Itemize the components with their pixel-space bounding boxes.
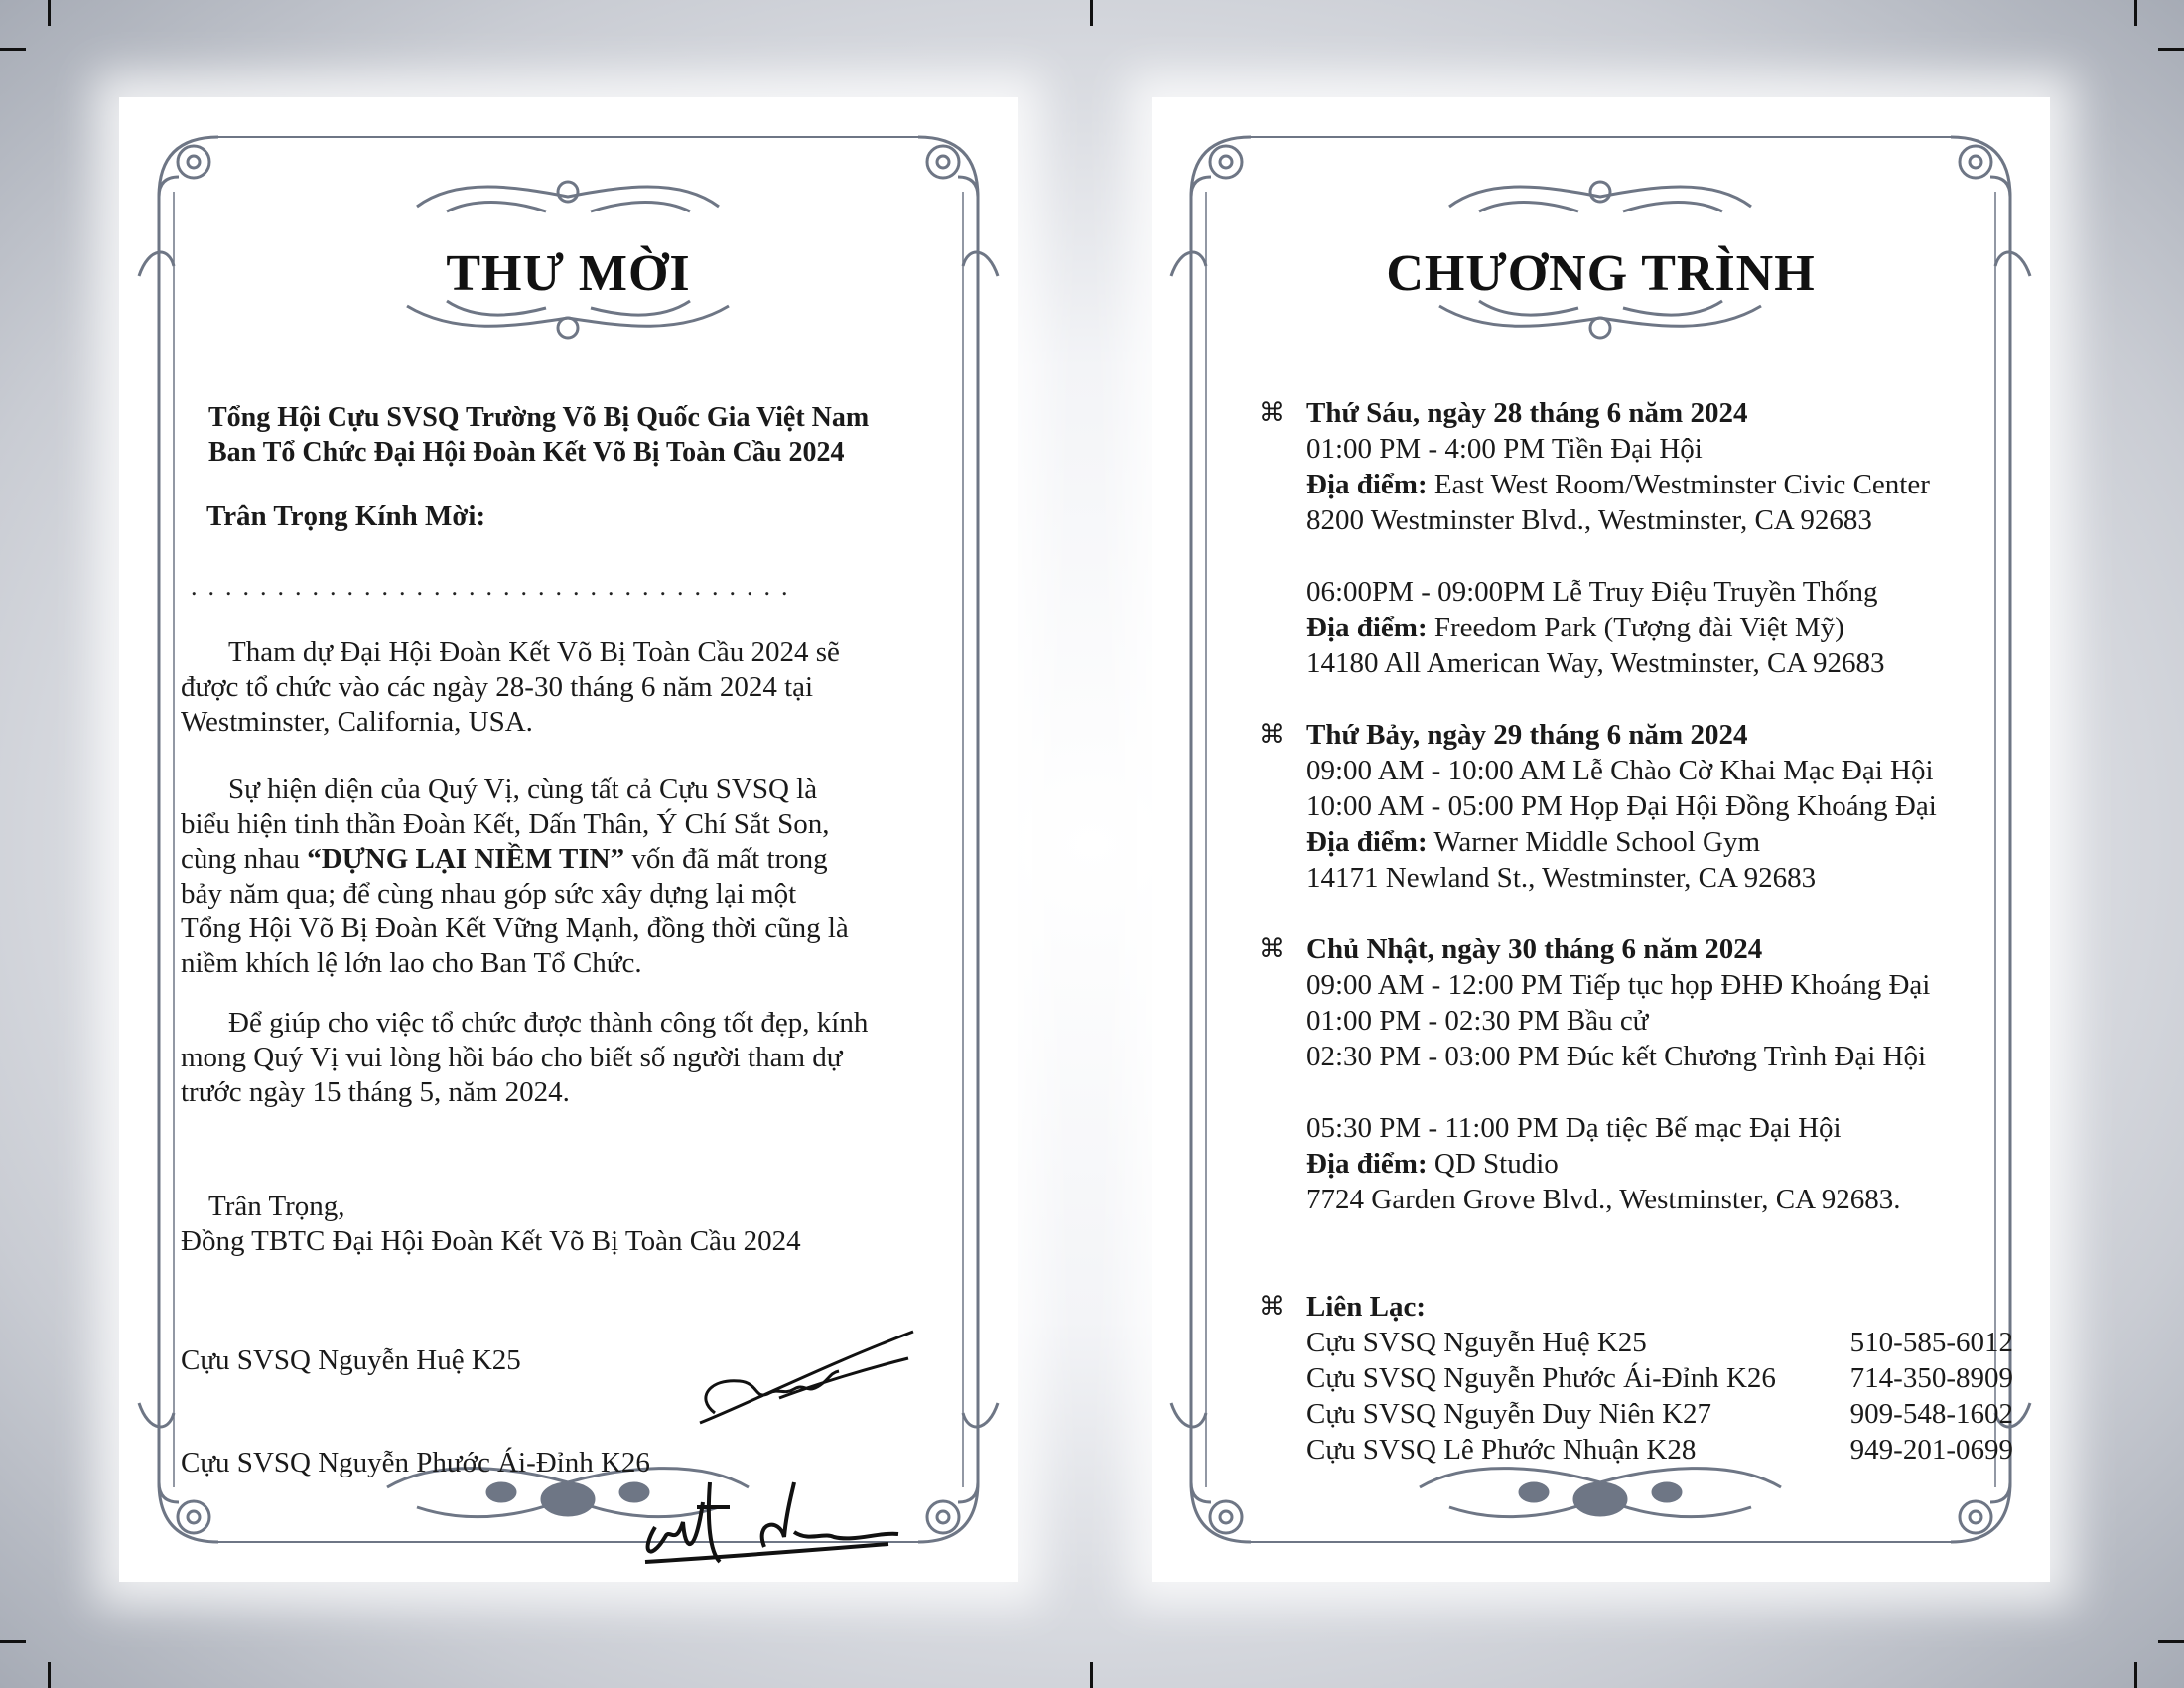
crop-mark [1090,1662,1093,1688]
page-title: THƯ MỜI [446,245,691,302]
page-title: CHƯƠNG TRÌNH [1386,245,1816,302]
event-time: 09:00 AM - 10:00 AM Lễ Chào Cờ Khai Mạc Đại Hội [1306,755,1934,786]
day-title: Thứ Bảy, ngày 29 tháng 6 năm 2024 [1306,719,1748,751]
event-time: 01:00 PM - 4:00 PM Tiền Đại Hội [1306,433,1703,465]
crop-mark [0,48,26,51]
program-panel [1152,97,2050,1582]
event-time: 09:00 AM - 12:00 PM Tiếp tục họp ĐHĐ Khoáng Đại [1306,969,1931,1001]
event-address: 14171 Newland St., Westminster, CA 92683 [1306,862,1817,894]
event-time: 02:30 PM - 03:00 PM Đúc kết Chương Trình Đại Hội [1306,1041,1926,1072]
org-line: Ban Tổ Chức Đại Hội Đoàn Kết Võ Bị Toàn Cầu 2024 [208,437,845,468]
slogan: “DỰNG LẠI NIỀM TIN” [307,843,625,875]
crop-mark [48,1662,51,1688]
phone-number: 510-585-6012 [1849,1327,2013,1358]
event-location: Địa điểm: East West Room/Westminster Civic Center [1306,469,1930,500]
event-location: Địa điểm: QD Studio [1306,1148,1559,1180]
crop-mark [2158,48,2184,51]
command-icon: ⌘ [1259,398,1285,428]
day-title: Chủ Nhật, ngày 30 tháng 6 năm 2024 [1306,933,1763,965]
signature-2 [635,1463,903,1572]
event-time: 01:00 PM - 02:30 PM Bầu cử [1306,1005,1649,1037]
crop-mark [2134,0,2137,26]
signer-name: Cựu SVSQ Nguyễn Phước Ái-Đỉnh K26 [181,1447,650,1478]
schedule-day-saturday [1259,717,2033,896]
signer-name: Cựu SVSQ Nguyễn Huệ K25 [181,1344,521,1376]
schedule-day-sunday [1259,931,2033,1217]
org-line: Tổng Hội Cựu SVSQ Trường Võ Bị Quốc Gia Việt Nam [208,402,870,433]
greeting: Trân Trọng Kính Mời: [206,500,486,532]
crop-mark [48,0,51,26]
invitation-paragraph: Tham dự Đại Hội Đoàn Kết Võ Bị Toàn Cầu 2024 sẽ được tổ chức vào các ngày 28-30 tháng 6 năm 2024 tại Westminster, California, USA. [181,636,840,738]
crop-mark [2134,1662,2137,1688]
command-icon: ⌘ [1259,720,1285,750]
contact-row: Cựu SVSQ Nguyễn Duy Niên K27 909-548-1602 [1306,1398,2013,1430]
invitation-panel [119,97,1018,1582]
contact-row: Cựu SVSQ Nguyễn Phước Ái-Đỉnh K26 714-350-8909 [1306,1362,2013,1394]
phone-number: 949-201-0699 [1849,1434,2013,1466]
event-address: 7724 Garden Grove Blvd., Westminster, CA 92683. [1306,1184,1901,1215]
event-time: 05:30 PM - 11:00 PM Dạ tiệc Bế mạc Đại Hội [1306,1112,1842,1144]
phone-number: 714-350-8909 [1849,1362,2013,1394]
program-schedule [1259,395,2033,1468]
contact-title: Liên Lạc: [1306,1291,1427,1323]
crop-mark [2158,1640,2184,1643]
event-time: 10:00 AM - 05:00 PM Họp Đại Hội Đồng Khoáng Đại [1306,790,1937,822]
phone-number: 909-548-1602 [1849,1398,2013,1430]
event-location: Địa điểm: Freedom Park (Tượng đài Việt Mỹ) [1306,612,1844,643]
command-icon: ⌘ [1259,934,1285,964]
command-icon: ⌘ [1259,1292,1285,1322]
crop-mark [1090,0,1093,26]
signature-1 [690,1324,918,1433]
crop-mark [0,1640,26,1643]
event-time: 06:00PM - 09:00PM Lễ Truy Điệu Truyền Thống [1306,576,1878,608]
event-address: 8200 Westminster Blvd., Westminster, CA 92683 [1306,504,1872,536]
schedule-day-friday [1259,395,2033,681]
invitee-blank: ................................... [191,572,799,601]
invitation-paragraph: Sự hiện diện của Quý Vị, cùng tất cả Cựu SVSQ là biểu hiện tinh thần Đoàn Kết, Dấn Thân, Ý Chí Sắt Son, cùng nhau “DỰNG LẠI NIỀM TIN” vốn đã mất trong bảy năm qua; để cùng nhau góp sức xây dựng lại một Tổng Hội Võ Bị Đoàn Kết Vững Mạnh, đồng thời cũng là niềm khích lệ lớn lao cho Ban Tổ Chức. [181,774,849,979]
closing: Trân Trọng, Đồng TBTC Đại Hội Đoàn Kết Võ Bị Toàn Cầu 2024 [181,1191,801,1257]
contact-row: Cựu SVSQ Lê Phước Nhuận K28 949-201-0699 [1306,1434,2013,1466]
organization-header [208,400,869,470]
contact-section [1259,1289,2033,1468]
event-address: 14180 All American Way, Westminster, CA 92683 [1306,647,1885,679]
invitation-paragraph: Để giúp cho việc tổ chức được thành công tốt đẹp, kính mong Quý Vị vui lòng hồi báo cho biết số người tham dự trước ngày 15 tháng 5, năm 2024. [181,1007,869,1108]
contact-row: Cựu SVSQ Nguyễn Huệ K25 510-585-6012 [1306,1327,2013,1358]
day-title: Thứ Sáu, ngày 28 tháng 6 năm 2024 [1306,397,1748,429]
event-location: Địa điểm: Warner Middle School Gym [1306,826,1761,858]
